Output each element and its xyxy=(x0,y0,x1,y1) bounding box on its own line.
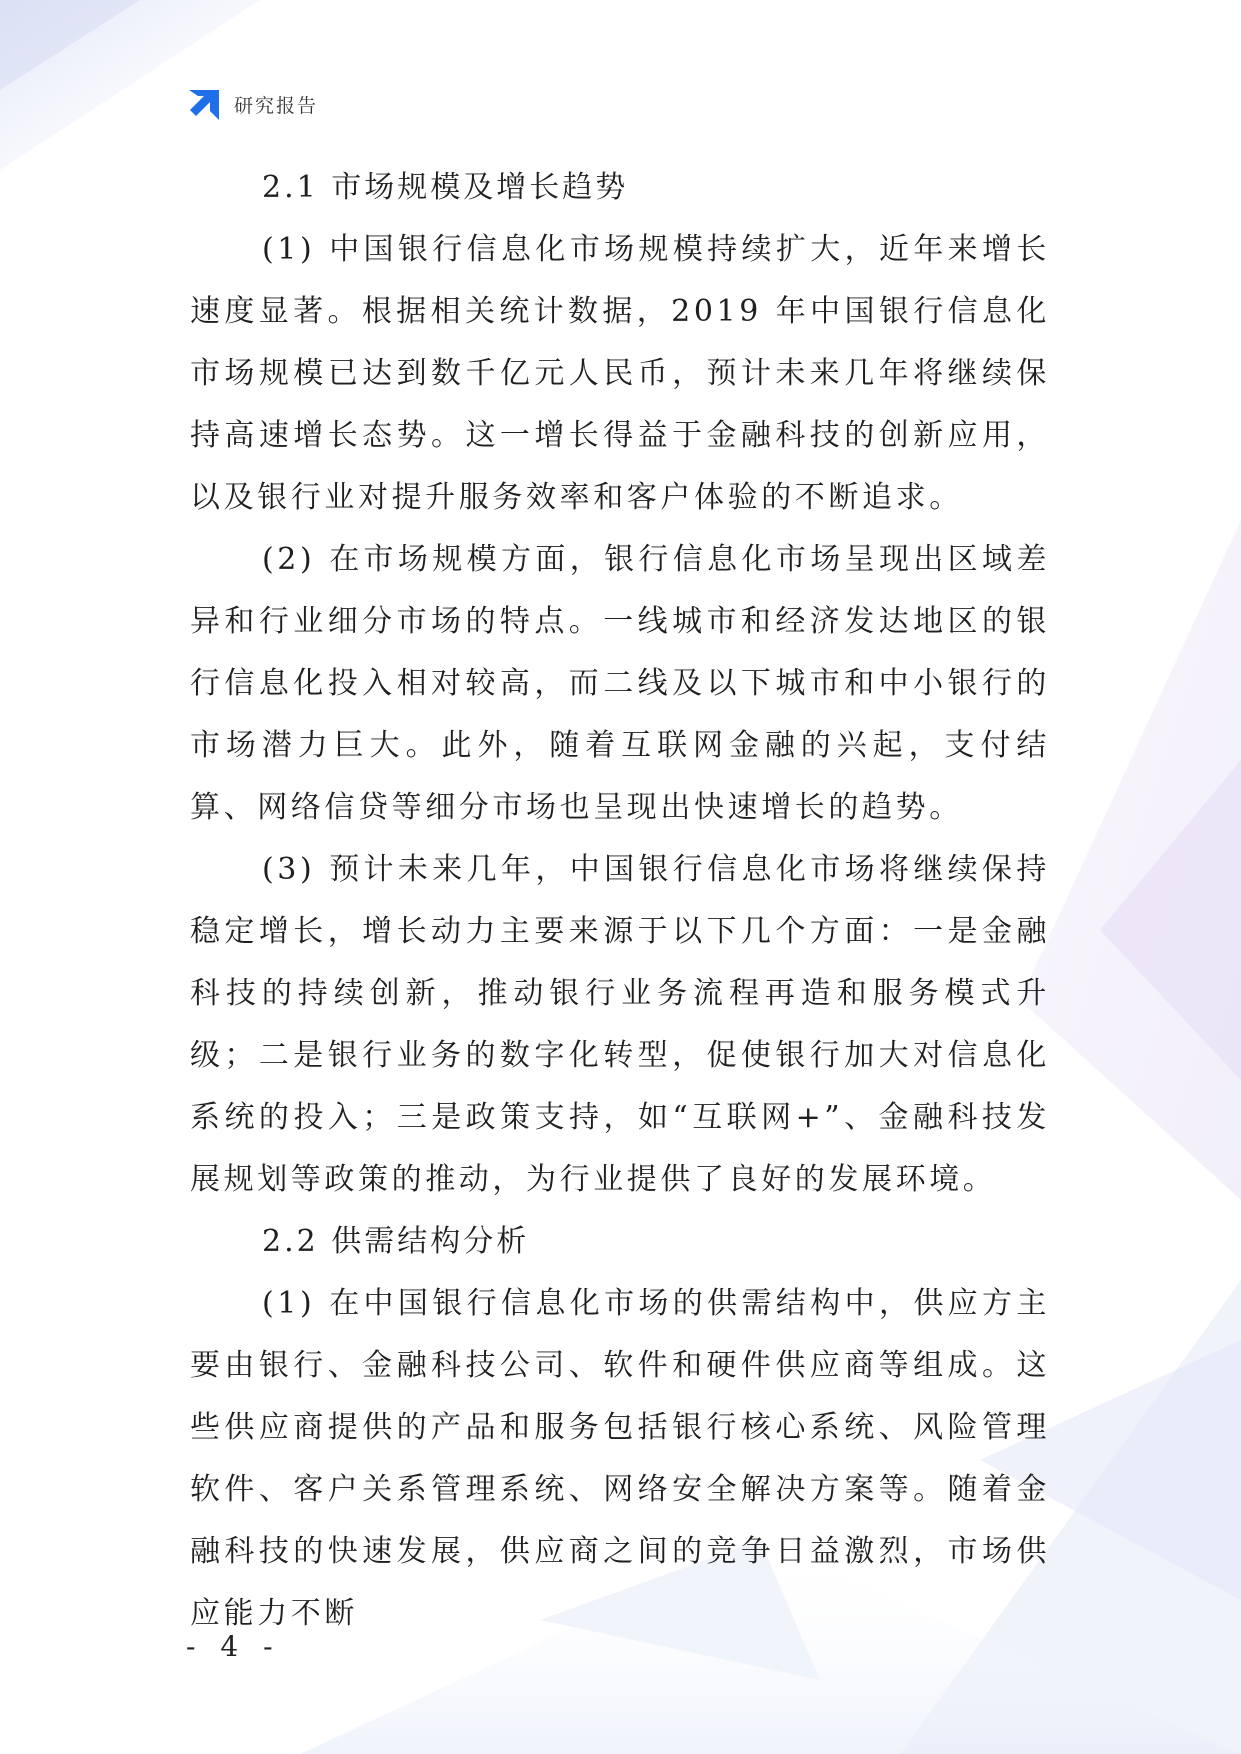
paragraph: (1) 在中国银行信息化市场的供需结构中，供应方主要由银行、金融科技公司、软件和硬件供应商等组成。这些供应商提供的产品和服务包括银行核心系统、风险管理软件、客户关系管理系统、网络安全解决方案等。随着金融科技的快速发展，供应商之间的竞争日益激烈，市场供应能力不断 xyxy=(190,1286,1050,1631)
paragraph: (3) 预计未来几年，中国银行信息化市场将继续保持稳定增长，增长动力主要来源于以下几个方面：一是金融科技的持续创新，推动银行业务流程再造和服务模式升级；二是银行业务的数字化转型，促使银行加大对信息化系统的投入；三是政策支持，如“互联网+”、金融科技发展规划等政策的推动，为行业提供了良好的发展环境。 xyxy=(190,852,1050,1197)
paragraph: (1) 中国银行信息化市场规模持续扩大，近年来增长速度显著。根据相关统计数据，2019 年中国银行信息化市场规模已达到数千亿元人民币，预计未来几年将继续保持高速增长态势。这一增长得益于金融科技的创新应用，以及银行业对提升服务效率和客户体验的不断追求。 xyxy=(190,232,1050,515)
header-title: 研究报告 xyxy=(234,94,319,117)
paragraph: (2) 在市场规模方面，银行信息化市场呈现出区域差异和行业细分市场的特点。一线城市和经济发达地区的银行信息化投入相对较高，而二线及以下城市和中小银行的市场潜力巨大。此外，随着互联网金融的兴起，支付结算、网络信贷等细分市场也呈现出快速增长的趋势。 xyxy=(190,542,1050,825)
document-body xyxy=(190,157,1050,1645)
section-heading-2-1: 2.1 市场规模及增长趋势 xyxy=(262,170,629,205)
page-number: - 4 - xyxy=(186,1630,281,1663)
arrow-up-right-logo-icon xyxy=(186,86,222,122)
report-header xyxy=(186,86,318,122)
section-heading-2-2: 2.2 供需结构分析 xyxy=(262,1224,530,1259)
